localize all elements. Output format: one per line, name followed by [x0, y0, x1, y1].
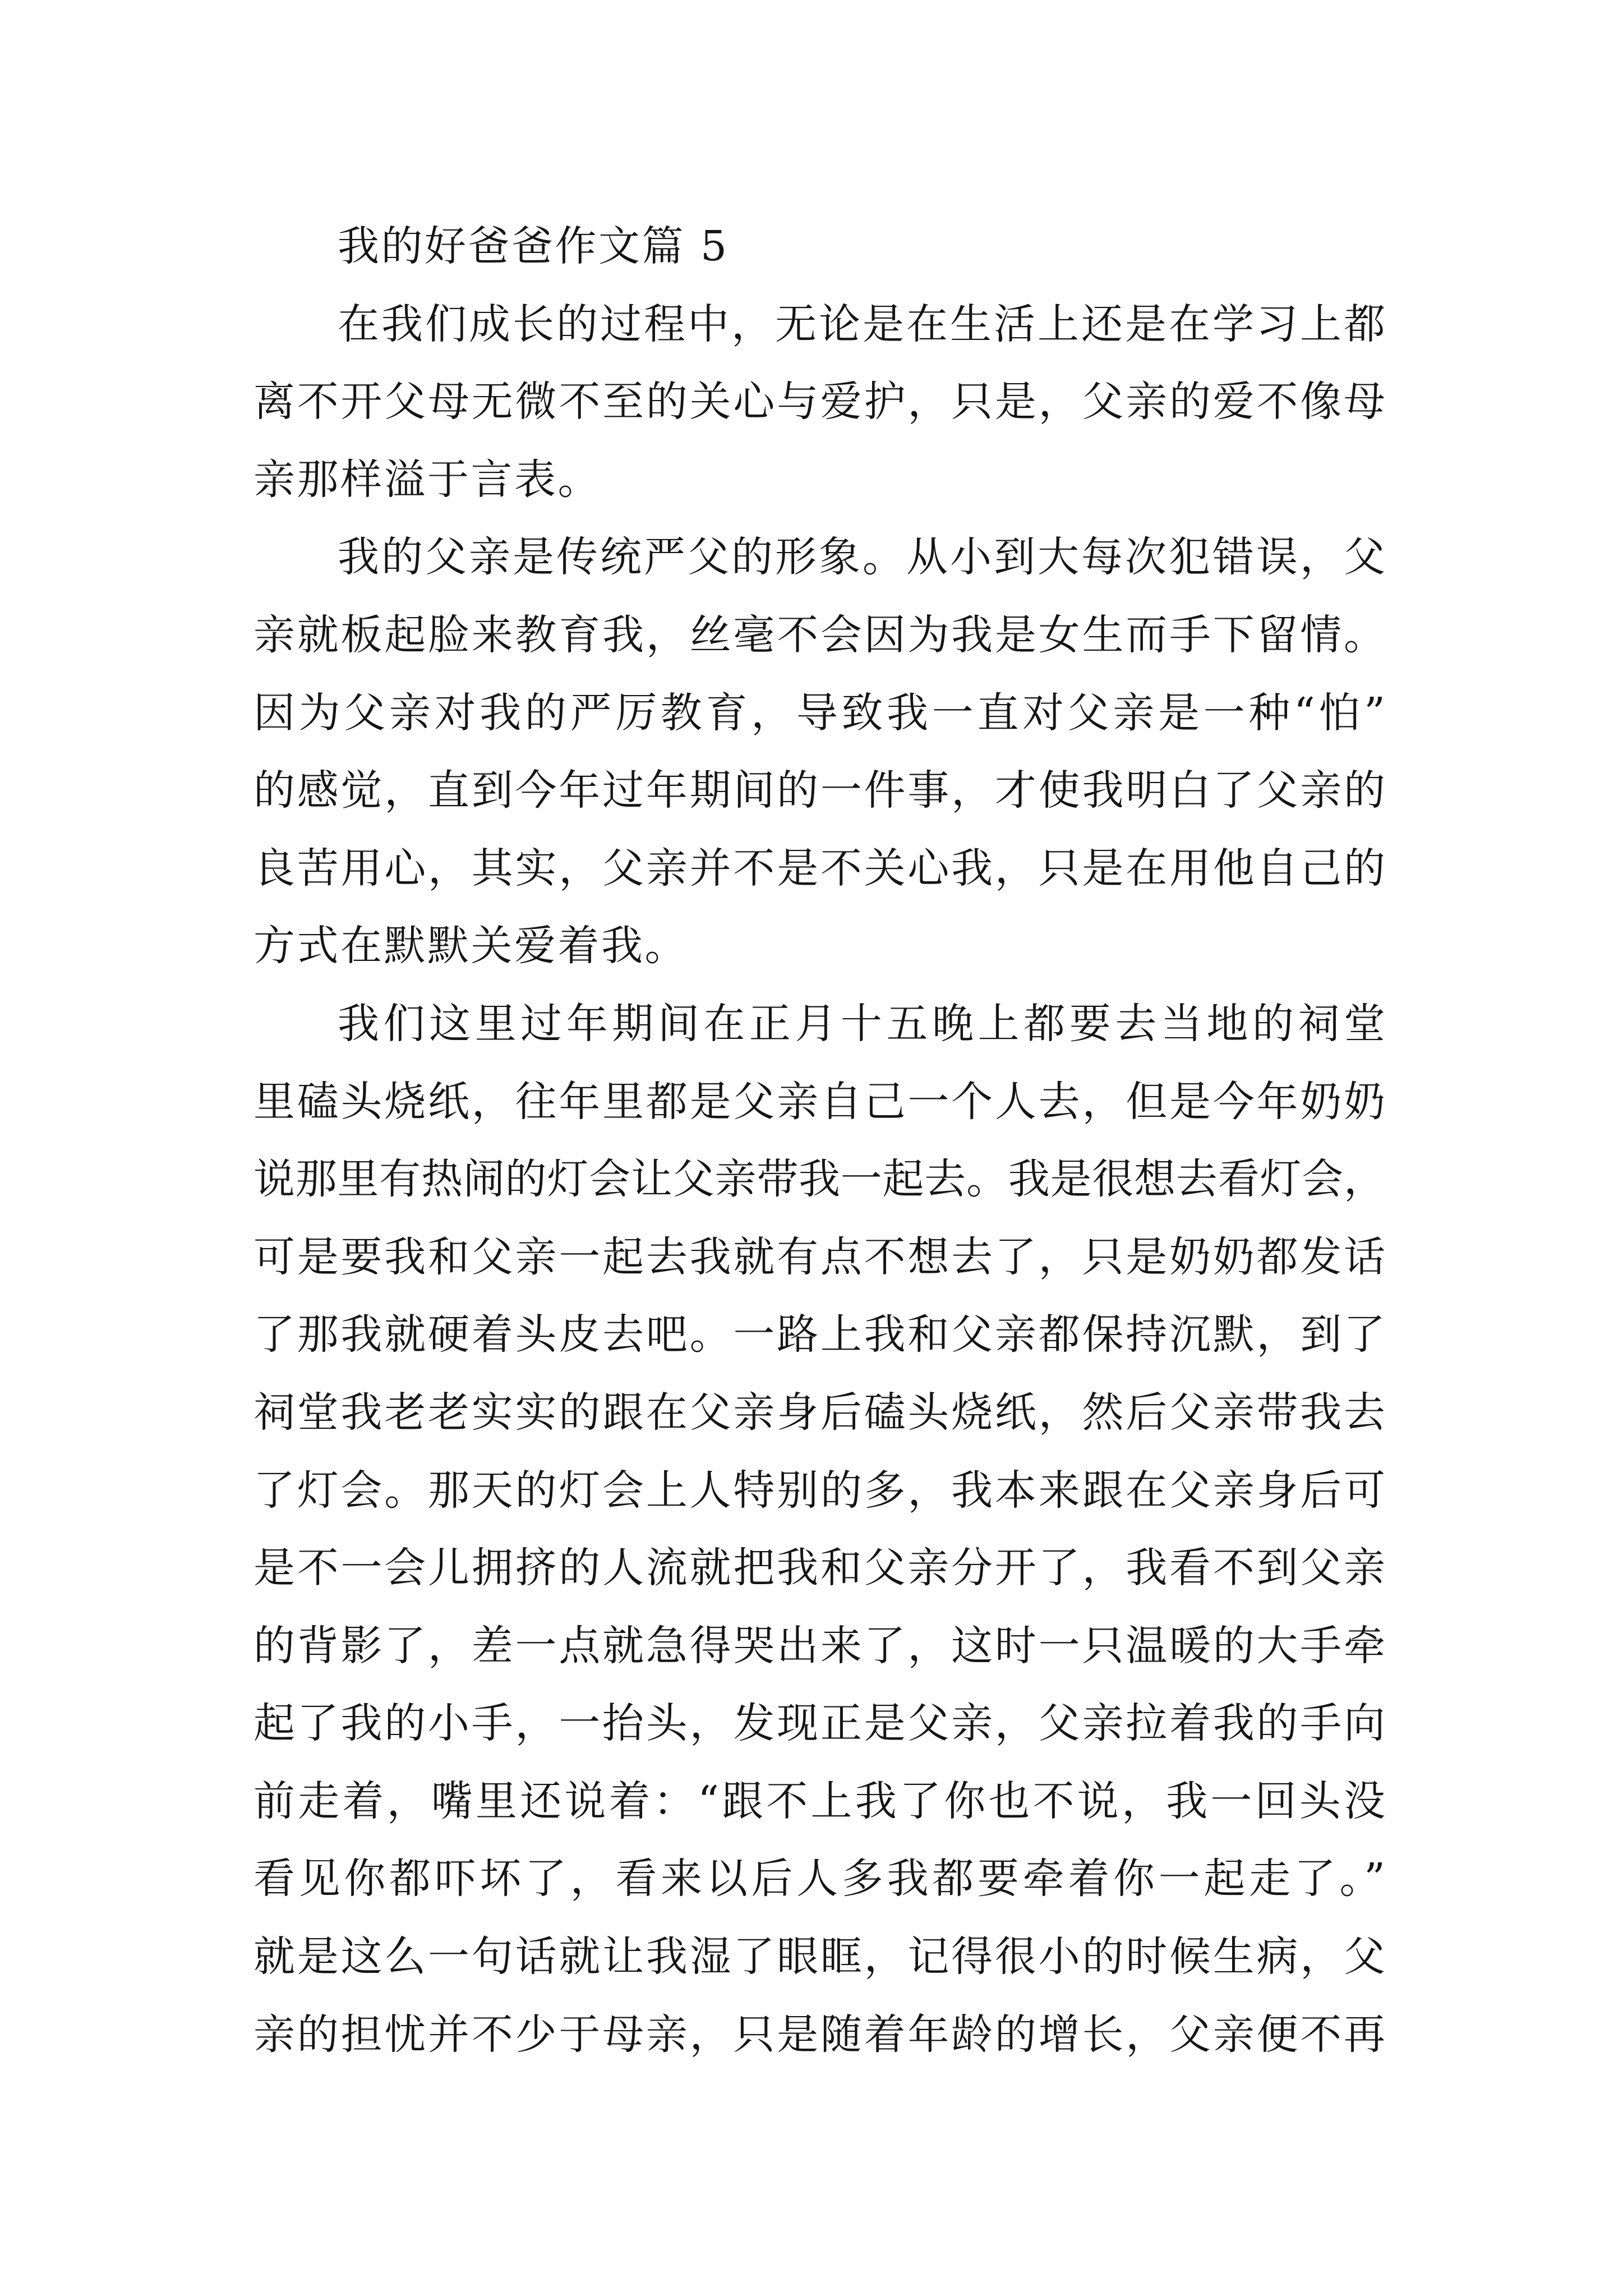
paragraph-line: 就是这么一句话就让我湿了眼眶，记得很小的时候生病，父: [253, 1932, 1385, 1981]
document-body: [253, 208, 1385, 2073]
paragraph-line: 起了我的小手，一抬头，发现正是父亲，父亲拉着我的手向: [253, 1699, 1385, 1748]
paragraph-line: 里磕头烧纸，往年里都是父亲自己一个人去，但是今年奶奶: [253, 1077, 1385, 1126]
paragraph-line: 离不开父母无微不至的关心与爱护，只是，父亲的爱不像母: [253, 378, 1385, 426]
paragraph-line: 在我们成长的过程中，无论是在生活上还是在学习上都: [338, 300, 1385, 348]
paragraph-line: 亲就板起脸来教育我，丝毫不会因为我是女生而手下留情。: [253, 610, 1385, 659]
paragraph-line: 可是要我和父亲一起去我就有点不想去了，只是奶奶都发话: [253, 1232, 1385, 1281]
paragraph-line: 说那里有热闹的灯会让父亲带我一起去。我是很想去看灯会，: [253, 1155, 1385, 1204]
paragraph-line: 看见你都吓坏了，看来以后人多我都要牵着你一起走了。”: [253, 1855, 1385, 1903]
paragraph-line: 亲那样溢于言表。: [253, 455, 601, 504]
paragraph-line: 方式在默默关爱着我。: [253, 922, 688, 970]
paragraph-line: 我们这里过年期间在正月十五晚上都要去当地的祠堂: [338, 999, 1385, 1048]
paragraph-line: 良苦用心，其实，父亲并不是不关心我，只是在用他自己的: [253, 844, 1385, 892]
paragraph-2: [253, 518, 1385, 985]
paragraph-line: 因为父亲对我的严厉教育，导致我一直对父亲是一种“怕”: [253, 688, 1385, 737]
paragraph-line: 亲的担忧并不少于母亲，只是随着年龄的增长，父亲便不再: [253, 2010, 1385, 2059]
paragraph-3: [253, 985, 1385, 2073]
paragraph-line: 前走着，嘴里还说着：“跟不上我了你也不说，我一回头没: [253, 1777, 1385, 1825]
document-title: 我的好爸爸作文篇 5: [338, 222, 729, 270]
paragraph-1: [253, 286, 1385, 519]
paragraph-line: 祠堂我老老实实的跟在父亲身后磕头烧纸，然后父亲带我去: [253, 1388, 1385, 1437]
paragraph-line: 的背影了，差一点就急得哭出来了，这时一只温暖的大手牵: [253, 1621, 1385, 1670]
paragraph-line: 了灯会。那天的灯会上人特别的多，我本来跟在父亲身后可: [253, 1466, 1385, 1515]
paragraph-line: 了那我就硬着头皮去吧。一路上我和父亲都保持沉默，到了: [253, 1310, 1385, 1359]
paragraph-line: 的感觉，直到今年过年期间的一件事，才使我明白了父亲的: [253, 766, 1385, 815]
paragraph-line: 是不一会儿拥挤的人流就把我和父亲分开了，我看不到父亲: [253, 1544, 1385, 1593]
paragraph-line: 我的父亲是传统严父的形象。从小到大每次犯错误，父: [338, 533, 1385, 582]
